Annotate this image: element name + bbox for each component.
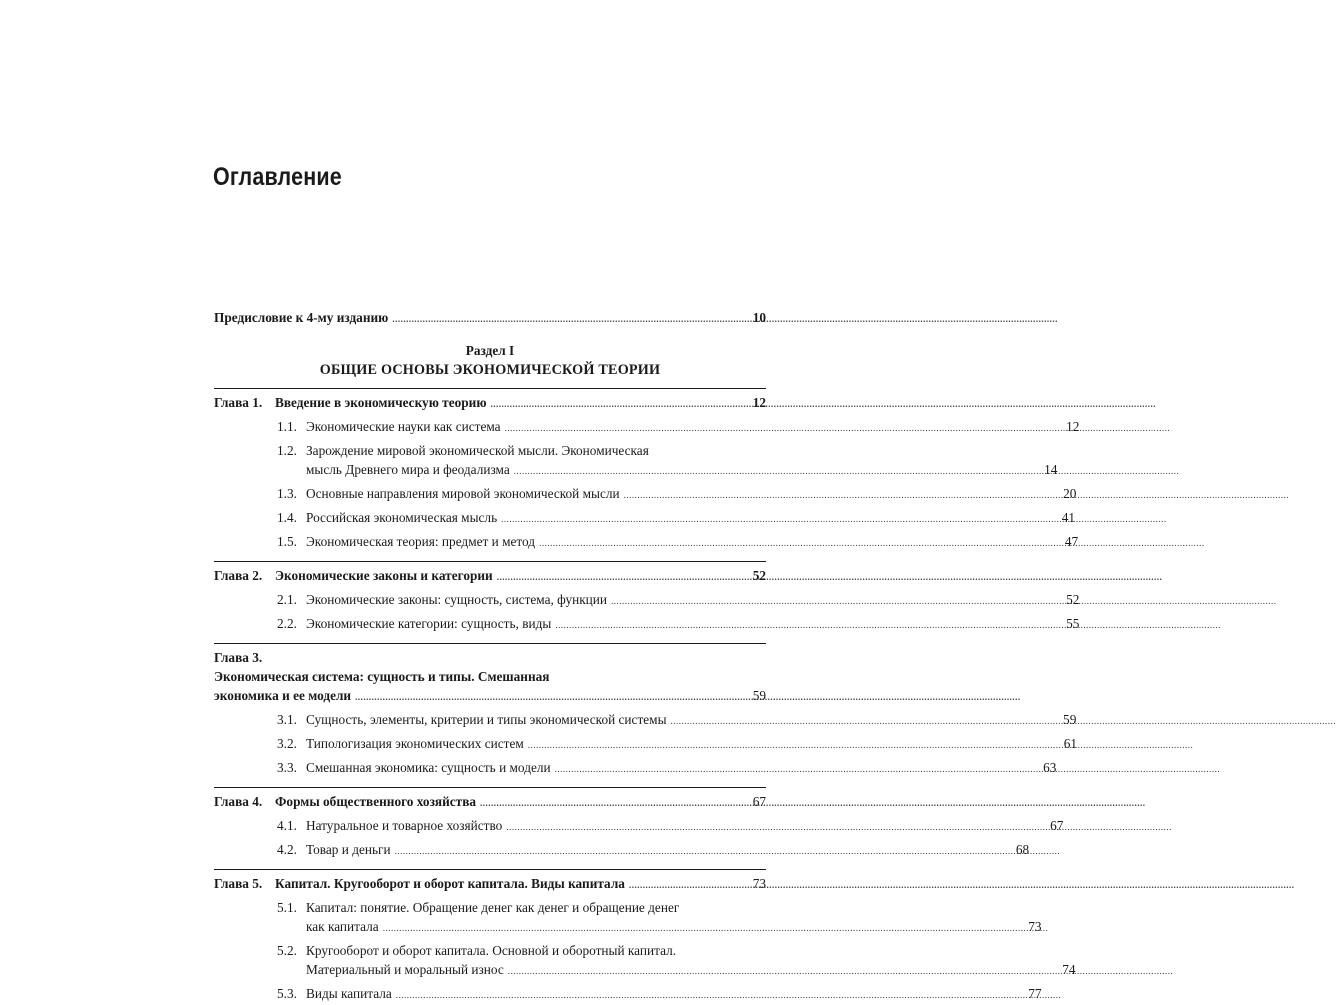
toc-page-number: 12 [1066,419,1080,434]
leader-dots [506,816,1048,837]
chapter-number: Глава 5. [214,876,263,891]
toc-entry-section[interactable] [214,734,1078,755]
chapter-number: Глава 1. [214,395,263,410]
toc-entry-preface[interactable] [214,308,766,329]
section-title: Экономические категории: сущность, виды [306,616,552,631]
page-title: Оглавление [213,163,342,191]
chapter-title: Экономические законы и категории [275,568,493,583]
toc-page-number: 14 [1044,462,1058,477]
leader-dots [629,874,751,895]
section-title-line2: как капитала [306,919,379,934]
section-title: Натуральное и товарное хозяйство [306,818,503,833]
toc-page-number: 55 [1066,616,1080,631]
toc-page-number: 67 [1050,818,1064,833]
section-title: Смешанная экономика: сущность и модели [306,760,551,775]
leader-dots [671,710,1062,731]
chapter-title: Введение в экономическую теорию [275,395,487,410]
section-title-line1: Капитал: понятие. Обращение денег как денег и обращение денег [306,900,680,915]
toc-page-number: 59 [752,688,766,703]
toc-entry-section[interactable] [214,484,1077,505]
toc-entry-chapter[interactable] [214,648,766,707]
leader-dots [508,960,1060,981]
section-number: 3.3. [277,760,297,775]
leader-dots [555,758,1041,779]
section-number: 4.2. [277,842,297,857]
leader-dots [514,460,1042,481]
chapter-number: Глава 4. [214,794,263,809]
section-number: 1.2. [277,443,297,458]
chapter-block-2 [214,561,1080,635]
toc-page-number: 63 [1043,760,1057,775]
section-title: Сущность, элементы, критерии и типы экономической системы [306,712,667,727]
section-number: 5.2. [277,943,297,958]
toc-entry-section[interactable] [214,710,1077,731]
leader-dots [505,417,1064,438]
toc-entry-section[interactable] [214,590,1080,611]
part-title: ОБЩИЕ ОСНОВЫ ЭКОНОМИЧЕСКОЙ ТЕОРИИ [319,362,661,378]
toc-page-number: 67 [752,794,766,809]
toc-entry-section[interactable] [214,441,1058,481]
section-title-line1: Кругооборот и оборот капитала. Основной и оборотный капитал. [306,943,677,958]
toc-page-number: 41 [1061,510,1076,525]
section-number: 2.1. [277,592,297,607]
section-title-line2: мысль Древнего мира и феодализма [306,462,510,477]
toc-page-number: 74 [1062,962,1076,977]
leader-dots [383,917,1027,938]
toc-page-number: 73 [752,876,766,891]
section-title: Виды капитала [306,986,392,1001]
section-title: Экономические науки как система [306,419,501,434]
section-number: 1.4. [277,510,297,525]
leader-dots [392,308,750,329]
toc-page-number: 61 [1063,736,1078,751]
chapter-block-5 [214,869,1076,1005]
toc-entry-section[interactable] [214,417,1080,438]
section-title: Типологизация экономических систем [306,736,524,751]
toc-page-number: 20 [1063,486,1077,501]
toc-page-number: 52 [752,568,766,583]
leader-dots [539,532,1063,553]
part-heading [214,341,766,381]
toc-page-number: 73 [1028,919,1042,934]
toc-page-number: 59 [1063,712,1077,727]
section-number: 3.2. [277,736,297,751]
section-number: 5.1. [277,900,297,915]
toc-entry-section[interactable] [214,508,1076,529]
toc-entry-section[interactable] [214,758,1057,779]
leader-dots [528,734,1062,755]
section-title: Основные направления мировой экономической мысли [306,486,620,501]
section-number: 4.1. [277,818,297,833]
part-label: Раздел I [465,343,515,358]
section-number: 1.5. [277,534,297,549]
leader-dots [555,614,1064,635]
toc-page-number: 10 [752,310,766,325]
section-number: 1.1. [277,419,297,434]
section-number: 5.3. [277,986,297,1001]
chapter-block-4 [214,787,1064,861]
chapter-title: Формы общественного хозяйства [275,794,477,809]
toc-page-number: 52 [1066,592,1080,607]
toc-page-number: 12 [752,395,766,410]
section-title: Экономическая теория: предмет и метод [306,534,536,549]
leader-dots [497,566,751,587]
leader-dots [624,484,1061,505]
section-title-line1: Зарождение мировой экономической мысли. Экономическая [306,443,649,458]
toc-entry-chapter[interactable] [214,393,766,414]
leader-dots [395,840,1014,861]
chapter-title-line2: экономика и ее модели [214,688,352,703]
leader-dots [396,984,1026,1005]
chapter-block-3 [214,643,1078,779]
chapter-title: Капитал. Кругооборот и оборот капитала. Виды капитала [275,876,625,891]
leader-dots [490,393,750,414]
toc-entry-chapter[interactable] [214,874,766,895]
toc-entry-section[interactable] [214,941,1076,981]
leader-dots [611,590,1064,611]
toc-entry-chapter[interactable] [214,566,766,587]
section-number: 3.1. [277,712,297,727]
chapter-block-1 [214,388,1080,553]
chapter-number: Глава 2. [214,568,263,583]
toc-page-number: 68 [1015,842,1030,857]
leader-dots [355,686,751,707]
toc-entry-section[interactable] [214,984,1042,1005]
toc-entry-section[interactable] [214,816,1064,837]
section-title: Российская экономическая мысль [306,510,498,525]
chapter-title-line1: Экономическая система: сущность и типы. Смешанная [214,669,550,684]
toc-entry-section[interactable] [214,840,1030,861]
toc-page-number: 77 [1028,986,1042,1001]
chapter-number: Глава 3. [214,650,263,665]
toc-entry-section[interactable] [214,898,1042,938]
toc-page-number: 47 [1064,534,1079,549]
section-number: 2.2. [277,616,297,631]
leader-dots [501,508,1060,529]
table-of-contents [214,308,1080,1005]
section-number: 1.3. [277,486,297,501]
toc-entry-title: Предисловие к 4-му изданию [214,310,389,325]
toc-entry-section[interactable] [214,614,1080,635]
toc-entry-section[interactable] [214,532,1079,553]
section-title: Экономические законы: сущность, система, функции [306,592,608,607]
leader-dots [480,792,751,813]
section-title: Товар и деньги [306,842,391,857]
section-title-line2: Материальный и моральный износ [306,962,504,977]
toc-entry-chapter[interactable] [214,792,766,813]
